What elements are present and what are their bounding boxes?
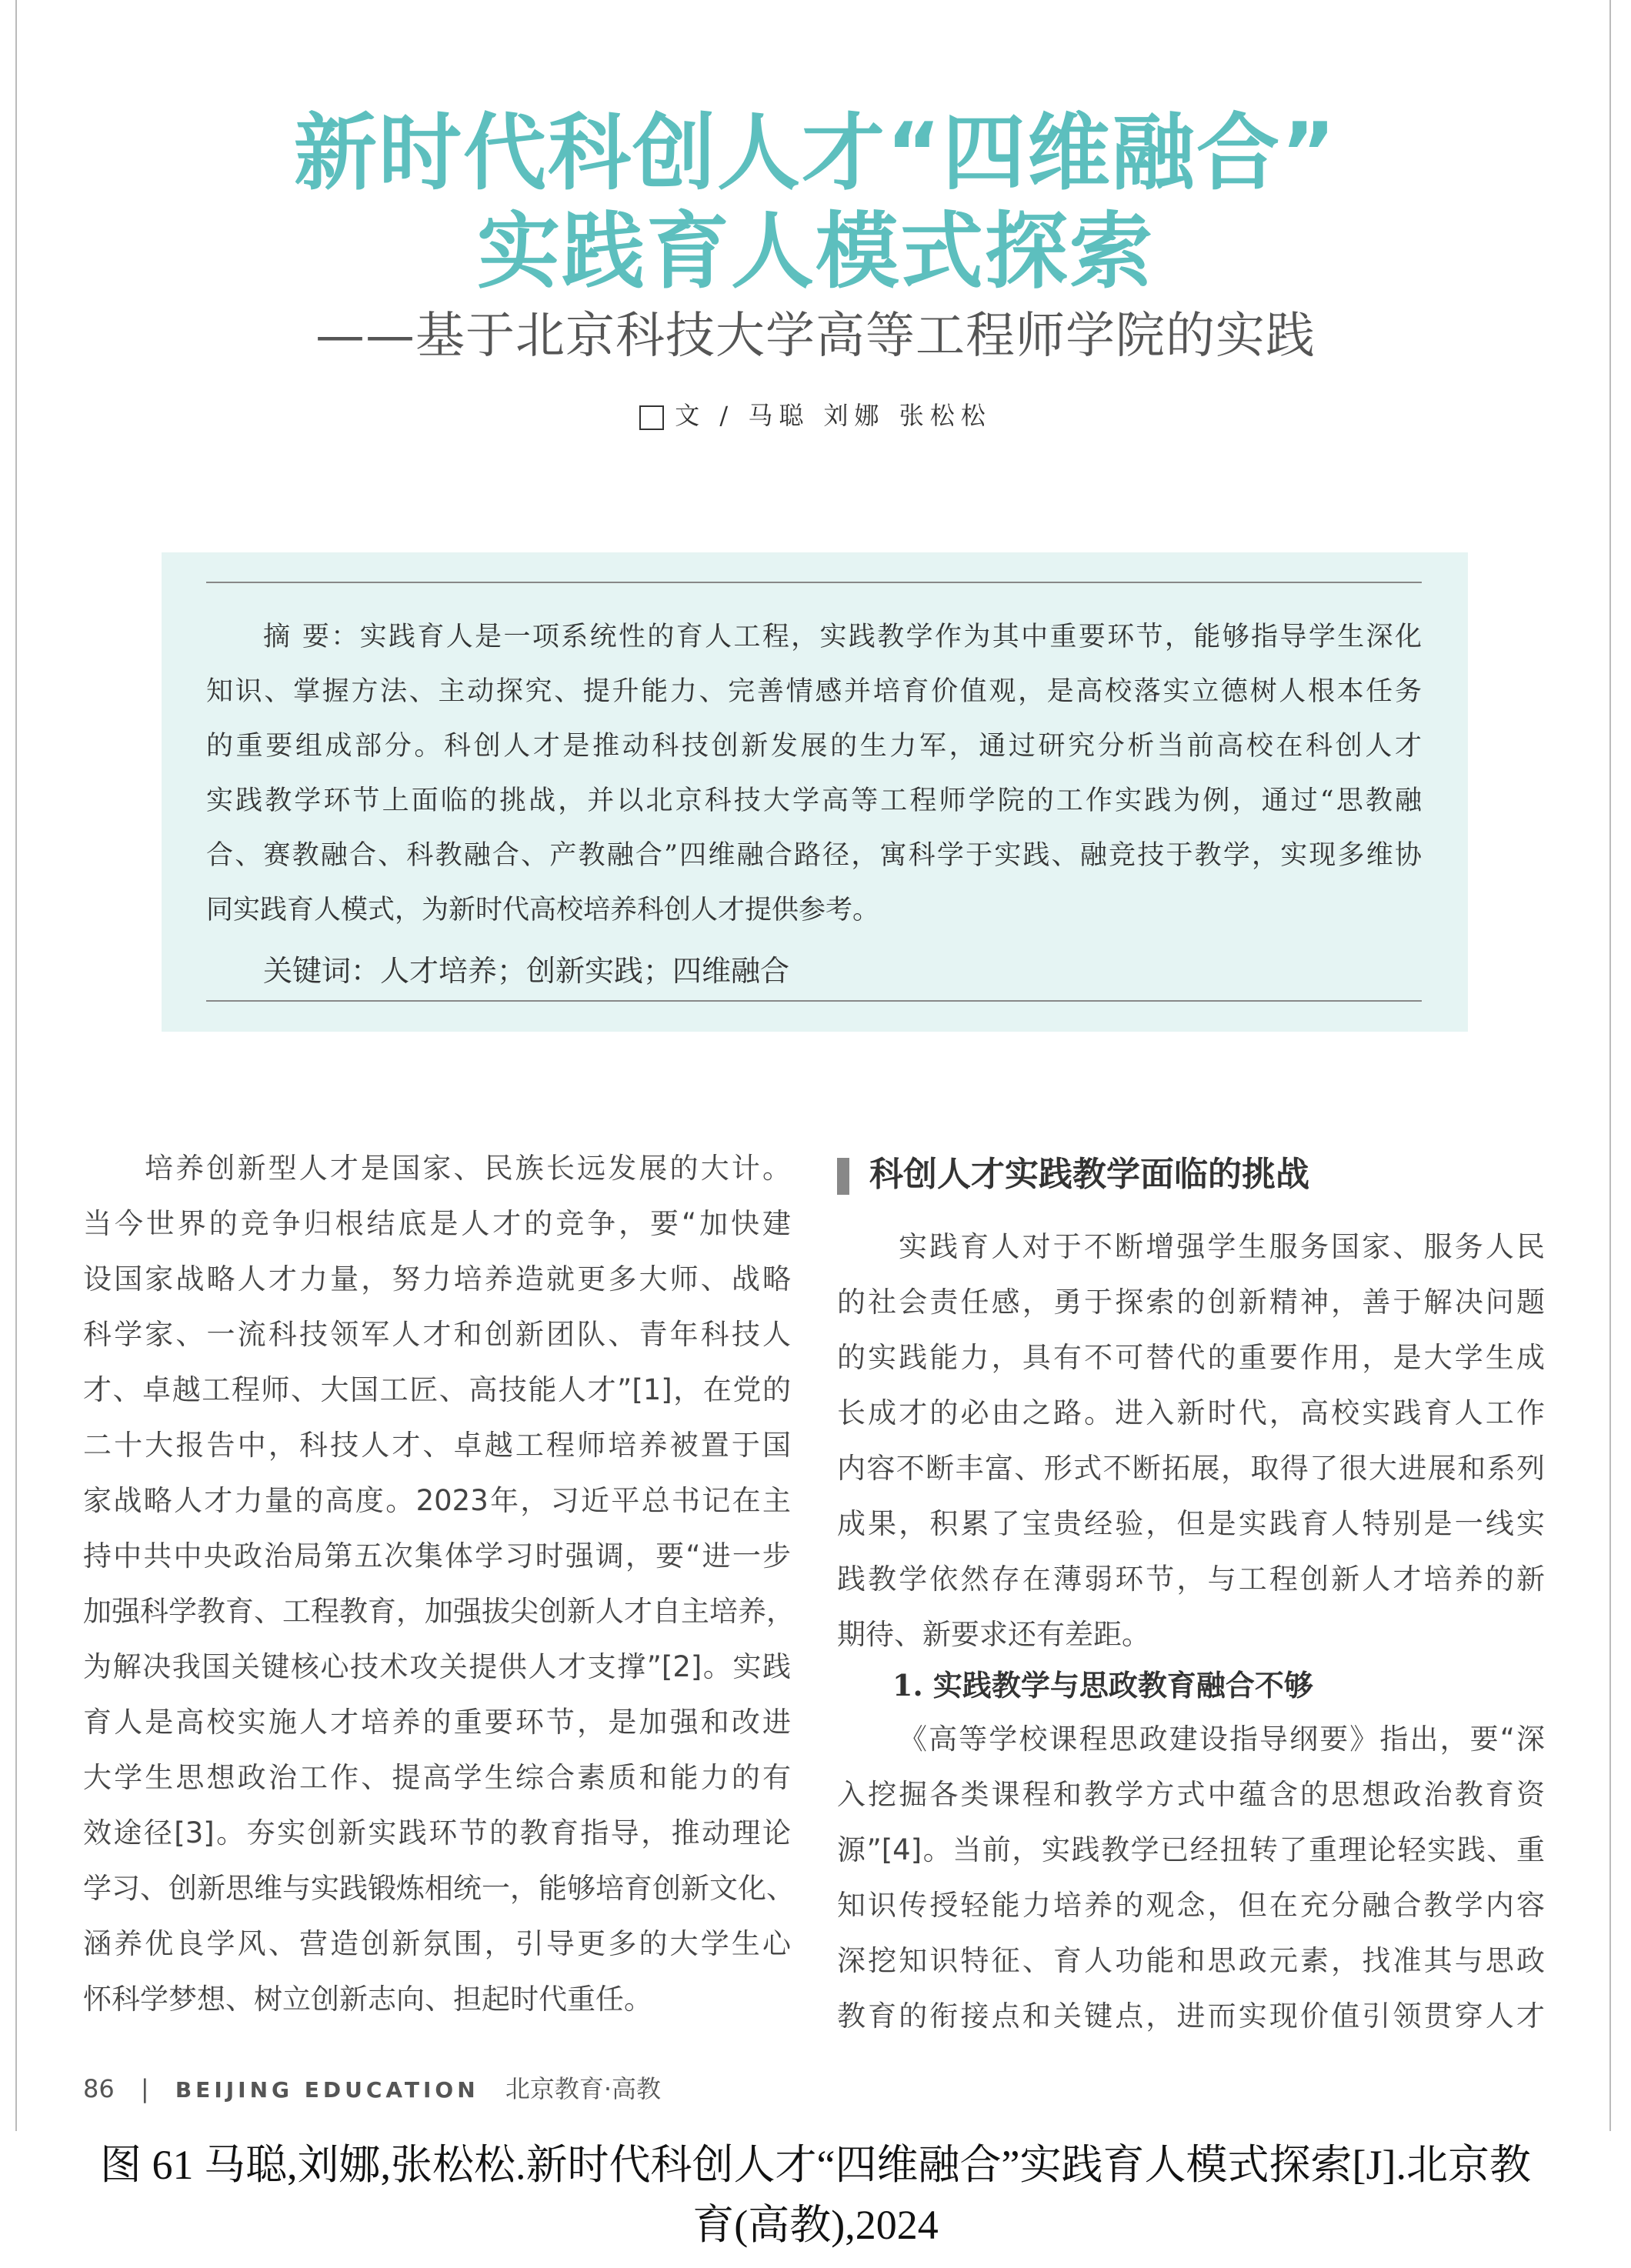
caption-line1: 图 61 马聪,刘娜,张松松.新时代科创人才“四维融合”实践育人模式探索[J].北京教 — [100, 2142, 1531, 2188]
abstract-line: 合、赛教融合、科教融合、产教融合”四维融合路径，寓科学于实践、融竞技于教学，实现多维协 — [206, 840, 1422, 871]
figure-caption — [0, 2135, 1631, 2255]
body-line: 源”[4]。当前，实践教学已经扭转了重理论轻实践、重 — [837, 1833, 1545, 1866]
footer-separator: | — [140, 2074, 149, 2103]
article-title-line2: 实践育人模式探索 — [476, 204, 1154, 300]
page-number: 86 — [83, 2074, 115, 2103]
abstract-box — [162, 552, 1468, 1032]
article-title-line1: 新时代科创人才“四维融合” — [294, 105, 1337, 202]
body-line: 科学家、一流科技领军人才和创新团队、青年科技人 — [83, 1318, 791, 1351]
body-line: 《高等学校课程思政建设指导纲要》指出，要“深 — [899, 1723, 1545, 1756]
body-line: 加强科学教育、工程教育，加强拔尖创新人才自主培养， — [83, 1595, 795, 1628]
body-line: 设国家战略人才力量，努力培养造就更多大师、战略 — [83, 1262, 791, 1296]
body-line: 期待、新要求还有差距。 — [837, 1618, 1150, 1651]
abstract-line: 的重要组成部分。科创人才是推动科技创新发展的生力军，通过研究分析当前高校在科创人才 — [206, 731, 1422, 762]
body-line: 怀科学梦想、树立创新志向、担起时代重任。 — [83, 1983, 652, 2016]
body-line: 实践育人对于不断增强学生服务国家、服务人民 — [899, 1230, 1545, 1263]
body-line: 深挖知识特征、育人功能和思政元素，找准其与思政 — [837, 1944, 1545, 1977]
heading-bar — [837, 1158, 849, 1195]
journal-name-en: BEIJING EDUCATION — [175, 2077, 479, 2103]
body-line: 为解决我国关键核心技术攻关提供人才支撑”[2]。实践 — [83, 1650, 791, 1683]
subsection-heading: 1. 实践教学与思政教育融合不够 — [892, 1668, 1313, 1703]
body-line: 家战略人才力量的高度。2023年，习近平总书记在主 — [83, 1484, 791, 1517]
body-line: 学习、创新思维与实践锻炼相统一，能够培育创新文化、 — [83, 1872, 795, 1905]
body-line: 的实践能力，具有不可替代的重要作用，是大学生成 — [837, 1341, 1545, 1374]
body-line: 才、卓越工程师、大国工匠、高技能人才”[1]，在党的 — [83, 1373, 791, 1406]
body-line: 效途径[3]。夯实创新实践环节的教育指导，推动理论 — [83, 1816, 791, 1849]
body-line: 涵养优良学风、营造创新氛围，引导更多的大学生心 — [83, 1927, 791, 1960]
body-line: 成果，积累了宝贵经验，但是实践育人特别是一线实 — [837, 1507, 1545, 1540]
body-line: 大学生思想政治工作、提高学生综合素质和能力的有 — [83, 1761, 791, 1794]
section-heading-text: 科创人才实践教学面临的挑战 — [869, 1155, 1309, 1194]
page-footer — [83, 2070, 679, 2105]
body-line: 育人是高校实施人才培养的重要环节，是加强和改进 — [83, 1706, 791, 1739]
abstract-line: 同实践育人模式，为新时代高校培养科创人才提供参考。 — [206, 895, 880, 926]
body-line: 持中共中央政治局第五次集体学习时强调，要“进一步 — [83, 1539, 791, 1573]
body-line: 的社会责任感，勇于探索的创新精神，善于解决问题 — [837, 1286, 1545, 1319]
body-line: 教育的衔接点和关键点，进而实现价值引领贯穿人才 — [837, 2000, 1545, 2033]
section-heading — [837, 1146, 1309, 1196]
body-line: 内容不断丰富、形式不断拓展，取得了很大进展和系列 — [837, 1452, 1545, 1485]
body-line: 知识传授轻能力培养的观念，但在充分融合教学内容 — [837, 1889, 1545, 1922]
body-line: 践教学依然存在薄弱环节，与工程创新人才培养的新 — [837, 1563, 1545, 1596]
body-line: 入挖掘各类课程和教学方式中蕴含的思想政治教育资 — [837, 1778, 1545, 1811]
author-line — [0, 396, 1631, 432]
abstract-line: 摘 要：实践育人是一项系统性的育人工程，实践教学作为其中重要环节，能够指导学生深化 — [263, 622, 1422, 652]
abstract-line: 实践教学环节上面临的挑战，并以北京科技大学高等工程师学院的工作实践为例，通过“思教融 — [206, 785, 1422, 816]
body-line: 长成才的必由之路。进入新时代，高校实践育人工作 — [837, 1396, 1545, 1429]
body-line: 二十大报告中，科技人才、卓越工程师培养被置于国 — [83, 1429, 791, 1462]
body-line: 当今世界的竞争归根结底是人才的竞争，要“加快建 — [83, 1207, 791, 1240]
caption-line2: 育(高教),2024 — [692, 2202, 939, 2248]
journal-name-cn: 北京教育·高教 — [505, 2074, 661, 2103]
abstract-line: 知识、掌握方法、主动探究、提升能力、完善情感并培育价值观，是高校落实立德树人根本任务 — [206, 676, 1422, 707]
article-subtitle: ——基于北京科技大学高等工程师学院的实践 — [315, 308, 1316, 365]
body-line: 培养创新型人才是国家、民族长远发展的大计。 — [145, 1152, 791, 1185]
square-bullet-icon — [639, 405, 664, 430]
abstract-bottom-rule — [206, 1000, 1422, 1002]
authors: 文 / 马聪 刘娜 张松松 — [675, 401, 992, 430]
abstract-top-rule — [206, 582, 1422, 583]
keywords: 关键词：人才培养；创新实践；四维融合 — [263, 954, 790, 988]
